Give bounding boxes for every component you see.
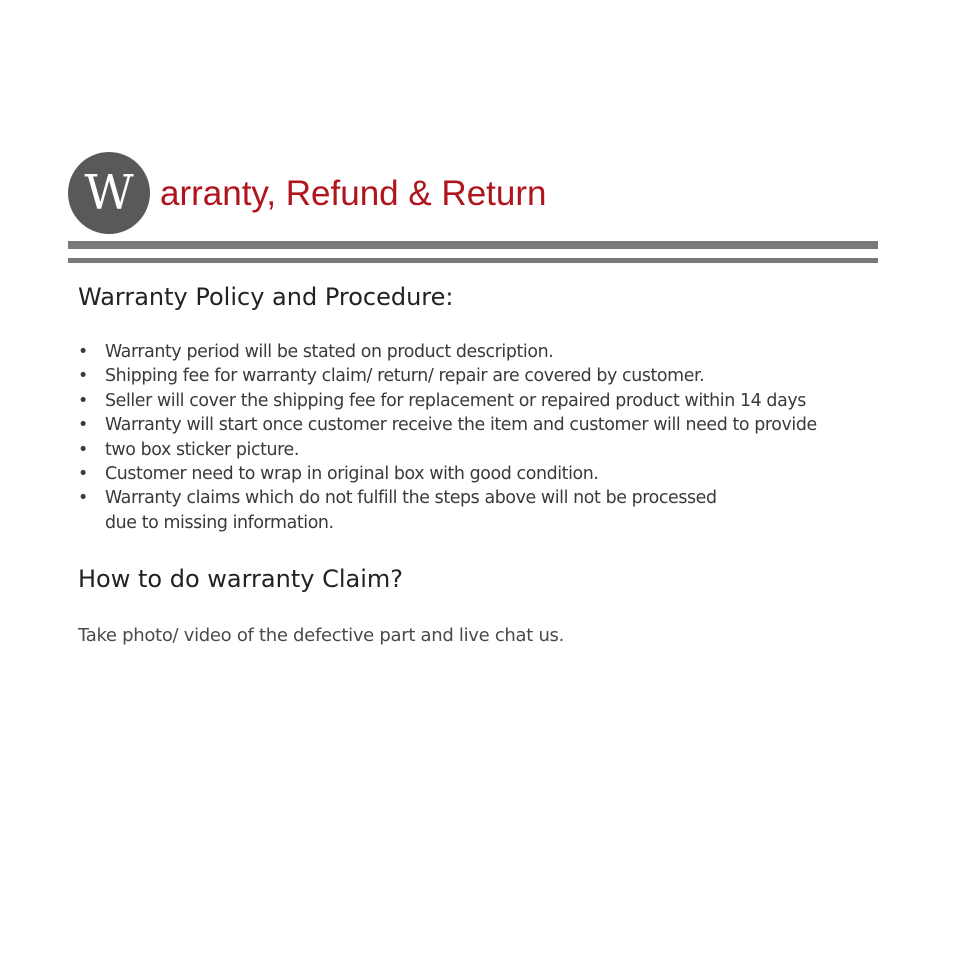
bullet-icon: • bbox=[78, 342, 88, 362]
list-item-text: Customer need to wrap in original box with good condition. bbox=[105, 464, 599, 485]
bullet-icon: • bbox=[78, 439, 88, 460]
warranty-policy-heading: Warranty Policy and Procedure: bbox=[78, 283, 454, 311]
header-divider-thick bbox=[68, 241, 878, 249]
bullet-icon: • bbox=[78, 464, 88, 485]
page-title: arranty, Refund & Return bbox=[160, 174, 547, 213]
bullet-icon: • bbox=[78, 390, 88, 411]
warranty-policy-list bbox=[78, 340, 898, 535]
warranty-claim-instructions: Take photo/ video of the defective part and live chat us. bbox=[78, 625, 565, 646]
list-item-text: two box sticker picture. bbox=[105, 439, 299, 460]
warranty-claim-heading: How to do warranty Claim? bbox=[78, 565, 403, 593]
list-item bbox=[78, 462, 898, 486]
list-item-text: Warranty claims which do not fulfill the steps above will not be processed bbox=[105, 488, 717, 509]
list-item-text: Shipping fee for warranty claim/ return/ repair are covered by customer. bbox=[105, 366, 705, 387]
brand-logo bbox=[68, 152, 150, 234]
list-item-text: Warranty will start once customer receive the item and customer will need to provide bbox=[105, 415, 817, 436]
logo-letter: W bbox=[84, 165, 134, 221]
list-item-text-continued: due to missing information. bbox=[105, 512, 334, 533]
list-item bbox=[78, 438, 898, 462]
list-item bbox=[78, 364, 898, 388]
list-item-text: Seller will cover the shipping fee for replacement or repaired product within 14 days bbox=[105, 390, 806, 411]
bullet-icon: • bbox=[78, 366, 88, 387]
bullet-icon: • bbox=[78, 488, 88, 509]
list-item-text: Warranty period will be stated on product description. bbox=[105, 342, 554, 362]
header-divider-thin bbox=[68, 258, 878, 263]
bullet-icon: • bbox=[78, 415, 88, 436]
list-item bbox=[78, 340, 898, 364]
list-item bbox=[78, 486, 898, 535]
list-item bbox=[78, 413, 898, 437]
list-item bbox=[78, 389, 898, 413]
